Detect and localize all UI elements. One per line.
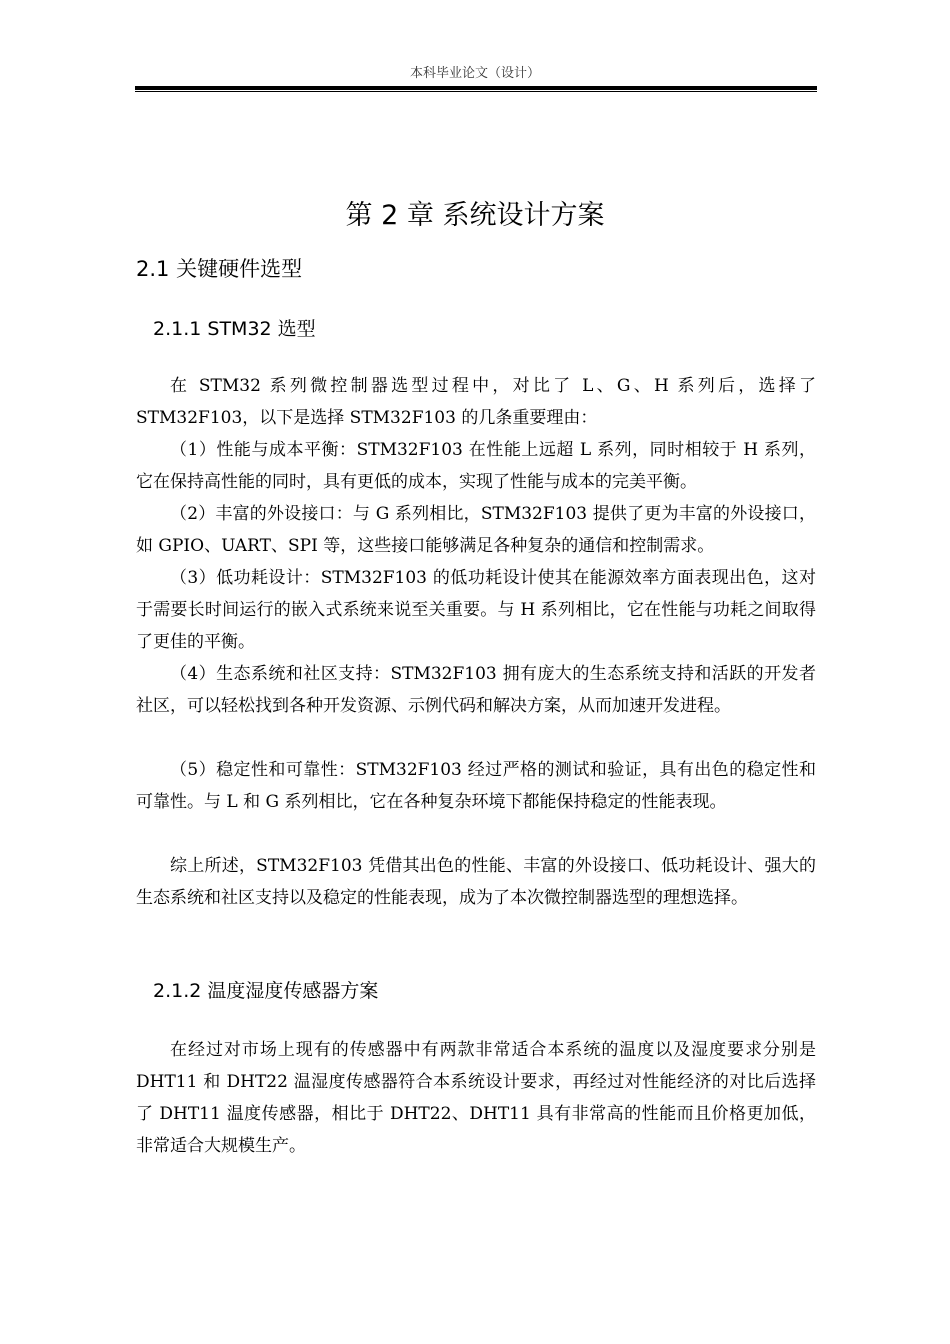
paragraph-reason-5: （5）稳定性和可靠性：STM32F103 经过严格的测试和验证，具有出色的稳定性和可靠性。与 L 和 G 系列相比，它在各种复杂环境下都能保持稳定的性能表现。 bbox=[136, 760, 816, 812]
paragraph-reason-3: （3）低功耗设计：STM32F103 的低功耗设计使其在能源效率方面表现出色，这对于需要长时间运行的嵌入式系统来说至关重要。与 H 系列相比，它在性能与功耗之间取得了更佳的平衡。 bbox=[136, 568, 816, 652]
header-rule bbox=[135, 86, 817, 90]
chapter-title: 第 2 章 系统设计方案 bbox=[345, 200, 605, 231]
paragraph-reason-1: （1）性能与成本平衡：STM32F103 在性能上远超 L 系列，同时相较于 H 系列，它在保持高性能的同时，具有更低的成本，实现了性能与成本的完美平衡。 bbox=[136, 440, 816, 492]
paragraph-summary: 综上所述，STM32F103 凭借其出色的性能、丰富的外设接口、低功耗设计、强大的生态系统和社区支持以及稳定的性能表现，成为了本次微控制器选型的理想选择。 bbox=[136, 856, 816, 908]
header-rule-thin bbox=[135, 91, 817, 92]
paragraph-sensor: 在经过对市场上现有的传感器中有两款非常适合本系统的温度以及湿度要求分别是 DHT11 和 DHT22 温湿度传感器符合本系统设计要求，再经过对性能经济的对比后选择了 DHT11 温度传感器，相比于 DHT22、DHT11 具有非常高的性能而且价格更加低，非常适合大规模生产。 bbox=[136, 1040, 816, 1156]
paragraph-intro: 在 STM32 系列微控制器选型过程中，对比了 L、G、H 系列后，选择了 STM32F103，以下是选择 STM32F103 的几条重要理由： bbox=[136, 376, 816, 428]
paragraph-reason-2: （2）丰富的外设接口：与 G 系列相比，STM32F103 提供了更为丰富的外设接口，如 GPIO、UART、SPI 等，这些接口能够满足各种复杂的通信和控制需求。 bbox=[136, 504, 816, 556]
paragraph-reason-4: （4）生态系统和社区支持：STM32F103 拥有庞大的生态系统支持和活跃的开发者社区，可以轻松找到各种开发资源、示例代码和解决方案，从而加速开发进程。 bbox=[136, 664, 816, 716]
section-heading-2-1-2: 2.1.2 温度湿度传感器方案 bbox=[153, 980, 379, 1002]
section-heading-2-1: 2.1 关键硬件选型 bbox=[136, 257, 303, 281]
section-heading-2-1-1: 2.1.1 STM32 选型 bbox=[153, 318, 316, 340]
page-header-title: 本科毕业论文（设计） bbox=[409, 66, 540, 81]
